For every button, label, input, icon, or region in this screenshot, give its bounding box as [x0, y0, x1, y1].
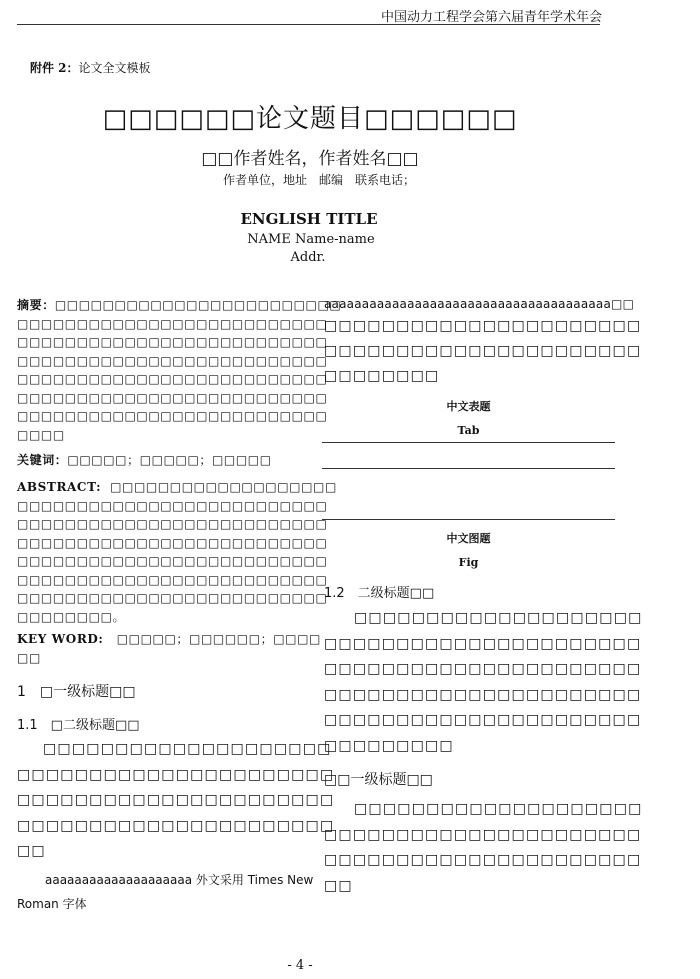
body-line: □□□□□□□□□□□□□□□□□□□□□□ [324, 317, 642, 334]
section-heading-1: 1 □一级标题□□ [17, 684, 136, 700]
abstract-line: □□□□□□□□□□□□□□□□□□□□□□□□□□ [17, 353, 328, 368]
author-names: □□作者姓名，作者姓名□□ [201, 149, 419, 169]
abstract-label: 摘要： [17, 298, 55, 312]
table-caption-cn: 中文表题 [446, 400, 491, 413]
paper-title: □□□□□□论文题目□□□□□□ [102, 104, 518, 134]
body-line: □□□□□□□□ [324, 367, 440, 384]
abstract-block [17, 296, 342, 444]
table-rule-bottom [322, 519, 615, 520]
body-line: □□□□□□□□□□□□□□□□□□□□□□ [324, 712, 642, 728]
section-heading-2: □□一级标题□□ [324, 772, 433, 788]
abstract-line: □□□□□□□□□□□□□□□□□□□□□□□□□□ [17, 390, 328, 405]
right-top-paragraph [324, 295, 642, 389]
body-line: □□□□□□□□□□□□□□□□□□□□ [354, 610, 643, 626]
table-caption-en: Tab [457, 424, 480, 437]
english-title: ENGLISH TITLE [240, 210, 378, 228]
en-abstract-line: □□□□□□□□□□□□□□□□□□□□□□□□□□ [17, 572, 328, 587]
section-heading-1-1: 1.1 □二级标题□□ [17, 718, 140, 733]
en-abstract-line: □□□□□□□□□□□□□□□□□□□ [110, 480, 337, 494]
body-line: □□□□□□□□□□□□□□□□□□□□□□ [324, 852, 642, 868]
en-abstract-line: □□□□□□□□□□□□□□□□□□□□□□□□□□ [17, 554, 328, 568]
body-line: □□□□□□□□□□□□□□□□□□□□□□ [324, 686, 642, 703]
body-line: □□□□□□□□□□□□□□□□□□□□□□ [324, 826, 642, 843]
body-paragraph [324, 797, 643, 899]
body-line: aaaaaaaaaaaaaaaaaaaaaaaaaaaaaaaaaaaaaa□□ [324, 297, 635, 311]
figure-caption-cn: 中文图题 [446, 532, 491, 545]
abstract-line: □□□□□□□□□□□□□□□□□□□□□□□□□□ [17, 372, 328, 386]
table-rule-top [322, 442, 615, 443]
keywords-en [17, 630, 321, 667]
running-header: 中国动力工程学会第六届青年学术年会 [380, 10, 602, 25]
appendix-label: 附件 2： [30, 61, 79, 75]
body-line: □□□□□□□□□□□□□□□□□□□□□□ [17, 792, 335, 808]
abstract-line: □□□□□□□□□□□□□□□□□□□□□□□□□□ [17, 316, 328, 331]
body-line: □□□□□□□□□□□□□□□□□□□□ [43, 741, 332, 757]
keywords-label: 关键词： [17, 453, 68, 467]
font-note-line: aaaaaaaaaaaaaaaaaaaa 外文采用 Times New [45, 873, 314, 887]
en-abstract-line: □□□□□□□□。 [17, 609, 126, 624]
abstract-line: □□□□□□□□□□□□□□□□□□□□□□□□ [54, 298, 342, 312]
body-line: □□□□□□□□□□□□□□□□□□□□□□ [17, 766, 335, 783]
en-keywords-label: KEY WORD: [17, 632, 104, 646]
en-abstract-line: □□□□□□□□□□□□□□□□□□□□□□□□□□ [17, 591, 328, 605]
page-number: - 4 - [287, 958, 313, 973]
en-abstract-label: ABSTRACT: [17, 480, 102, 494]
keywords-text: □□□□□；□□□□□；□□□□□ [67, 453, 272, 467]
section-heading-1-2: 1.2 二级标题□□ [324, 586, 435, 601]
author-affiliation: 作者单位，地址 邮编 联系电话； [222, 173, 415, 187]
en-abstract-line: □□□□□□□□□□□□□□□□□□□□□□□□□□ [17, 517, 328, 531]
body-line: □□ [17, 843, 46, 859]
body-line: □□□□□□□□□□□□□□□□□□□□□□ [17, 817, 335, 834]
abstract-line: □□□□ [17, 427, 65, 442]
figure-caption-en: Fig [458, 556, 479, 569]
english-author-name: NAME Name-name [247, 232, 375, 247]
body-line: □□ [324, 877, 353, 894]
en-abstract-line: □□□□□□□□□□□□□□□□□□□□□□□□□□ [17, 498, 328, 513]
appendix-text: 论文全文模板 [78, 61, 151, 75]
body-line: □□□□□□□□□□□□□□□□□□□□□□ [324, 661, 642, 677]
table-rule-mid [322, 468, 615, 469]
keywords-cn [17, 451, 272, 470]
en-keywords-text: □□□□□；□□□□□□；□□□□ [116, 632, 321, 646]
en-abstract-line: □□□□□□□□□□□□□□□□□□□□□□□□□□ [17, 535, 328, 550]
body-line: □□□□□□□□□□□□□□□□□□□□□□ [324, 635, 642, 652]
header-rule [17, 24, 600, 25]
en-keywords-text: □□ [17, 650, 41, 665]
body-line: □□□□□□□□□ [324, 737, 454, 754]
body-line: □□□□□□□□□□□□□□□□□□□□□□ [324, 342, 642, 359]
english-abstract-block [17, 478, 337, 626]
body-line: □□□□□□□□□□□□□□□□□□□□ [354, 801, 643, 817]
abstract-line: □□□□□□□□□□□□□□□□□□□□□□□□□□ [17, 409, 328, 423]
appendix-note [30, 59, 151, 76]
body-paragraph [17, 737, 335, 865]
font-note-line: Roman 字体 [17, 897, 87, 911]
body-paragraph [324, 606, 643, 759]
abstract-line: □□□□□□□□□□□□□□□□□□□□□□□□□□ [17, 335, 328, 349]
english-address: Addr. [290, 250, 326, 265]
